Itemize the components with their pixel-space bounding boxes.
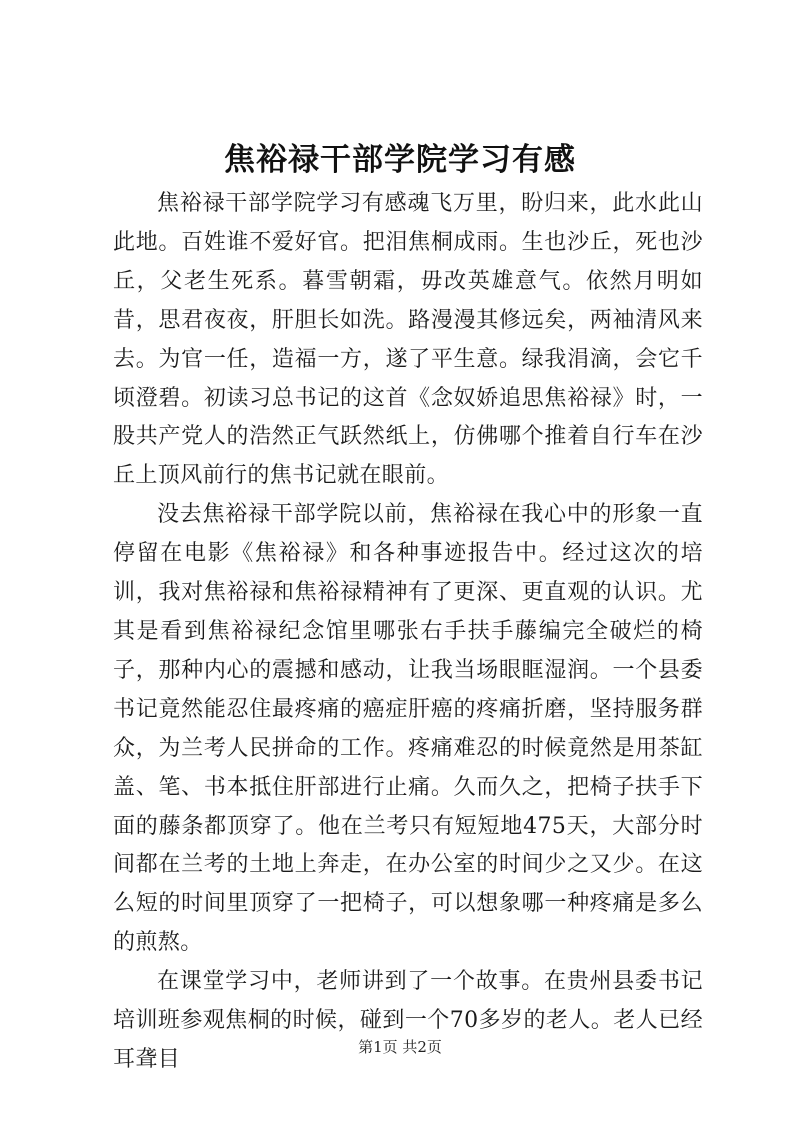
document-title: 焦裕禄干部学院学习有感 [224,142,576,178]
page-footer: 第1页 共2页 [358,1038,442,1056]
paragraph-1: 焦裕禄干部学院学习有感魂飞万里，盼归来，此水此山此地。百姓谁不爱好官。把泪焦桐成雨。生也沙丘，死也沙丘，父老生死系。暮雪朝霜，毋改英雄意气。依然月明如昔，思君夜夜，肝胆长如洗。路漫漫其修远矣，两袖清风来去。为官一任，造福一方，遂了平生意。绿我涓滴，会它千顷澄碧。初读习总书记的这首《念奴娇追思焦裕禄》时，一股共产党人的浩然正气跃然纸上，仿佛哪个推着自行车在沙丘上顶风前行的焦书记就在眼前。 [113,191,703,489]
paragraph-2: 没去焦裕禄干部学院以前，焦裕禄在我心中的形象一直停留在电影《焦裕禄》和各种事迹报告中。经过这次的培训，我对焦裕禄和焦裕禄精神有了更深、更直观的认识。尤其是看到焦裕禄纪念馆里哪张右手扶手藤编完全破烂的椅子，那种内心的震撼和感动，让我当场眼眶湿润。一个县委书记竟然能忍住最疼痛的癌症肝癌的疼痛折磨，坚持服务群众，为兰考人民拼命的工作。疼痛难忍的时候竟然是用茶缸盖、笔、书本抵住肝部进行止痛。久而久之，把椅子扶手下面的藤条都顶穿了。他在兰考只有短短地475天，大部分时间都在兰考的土地上奔走，在办公室的时间少之又少。在这么短的时间里顶穿了一把椅子，可以想象哪一种疼痛是多么的煎熬。 [113,502,703,956]
paragraph-3: 在课堂学习中，老师讲到了一个故事。在贵州县委书记培训班参观焦桐的时候，碰到一个70多岁的老人。老人已经耳聋目 [113,969,703,1072]
document-body [113,185,703,1080]
